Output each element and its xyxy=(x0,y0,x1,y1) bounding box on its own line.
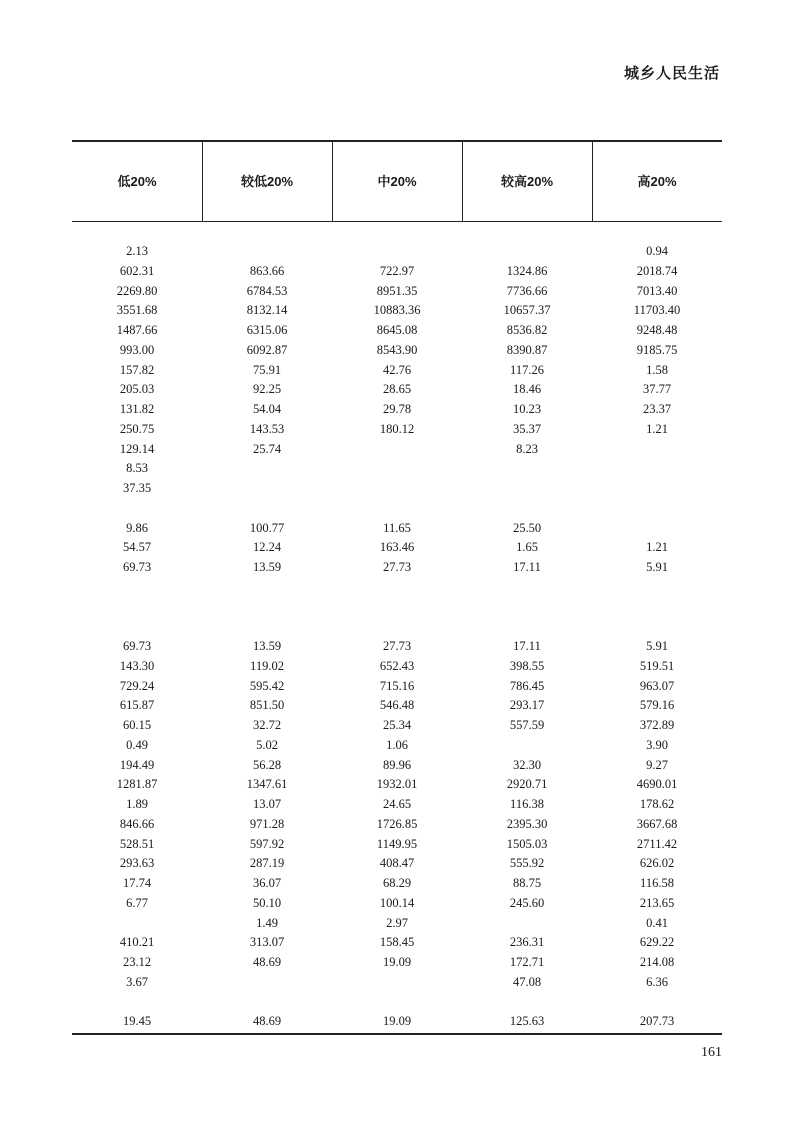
table-cell: 9.86 xyxy=(126,520,148,535)
table-cell: 313.07 xyxy=(249,935,285,950)
table-cell: 3.67 xyxy=(126,974,148,989)
table-cell xyxy=(72,499,202,519)
table-cell: 8132.14 xyxy=(246,303,288,318)
table-cell xyxy=(592,993,722,1013)
table-cell: 125.63 xyxy=(509,1014,545,1029)
table-cell: 172.71 xyxy=(509,955,545,969)
table-cell: 27.73 xyxy=(382,560,412,574)
table-cell: 56.28 xyxy=(252,757,282,772)
table-cell: 555.92 xyxy=(509,856,545,871)
table-cell: 6784.53 xyxy=(246,283,288,298)
table-cell: 19.09 xyxy=(382,1014,412,1029)
table-cell: 236.31 xyxy=(509,935,545,950)
column-header-middle: 中20% xyxy=(377,174,417,189)
table-cell: 117.26 xyxy=(510,362,544,377)
table-cell: 47.08 xyxy=(512,974,542,989)
table-cell: 32.30 xyxy=(512,757,542,772)
table-cell: 1149.95 xyxy=(376,836,418,851)
table-cell xyxy=(202,973,332,993)
running-head-title: 城乡人民生活 xyxy=(623,64,720,82)
table-row xyxy=(72,835,722,855)
table-cell: 116.58 xyxy=(640,876,674,890)
table-cell: 602.31 xyxy=(119,263,155,278)
table-row xyxy=(72,716,722,736)
table-cell xyxy=(592,440,722,460)
table-cell: 2920.71 xyxy=(506,777,548,792)
table-cell xyxy=(592,459,722,479)
table-cell xyxy=(72,598,202,618)
table-cell xyxy=(332,578,462,598)
table-cell: 12.24 xyxy=(252,540,282,555)
table-cell xyxy=(332,598,462,618)
table-cell: 971.28 xyxy=(249,816,285,831)
table-cell: 1932.01 xyxy=(376,777,418,792)
table-cell: 42.76 xyxy=(382,362,412,377)
table-cell xyxy=(332,479,462,499)
table-cell: 194.49 xyxy=(119,757,155,772)
table-cell: 11.65 xyxy=(383,520,411,535)
table-cell: 27.73 xyxy=(382,639,412,653)
table-cell: 2711.42 xyxy=(636,836,678,851)
table-cell: 8645.08 xyxy=(376,323,418,337)
table-cell: 7736.66 xyxy=(506,283,548,298)
table-cell: 205.03 xyxy=(119,382,155,397)
table-cell: 615.87 xyxy=(119,698,155,713)
table-row xyxy=(72,361,722,381)
table-cell: 214.08 xyxy=(639,955,675,969)
table-cell xyxy=(462,479,592,499)
table-cell: 993.00 xyxy=(119,342,155,357)
table-row xyxy=(72,538,722,558)
table-cell: 1.89 xyxy=(126,797,148,811)
table-cell xyxy=(202,242,332,262)
table-cell xyxy=(202,499,332,519)
table-cell: 1.65 xyxy=(516,540,538,555)
table-cell: 48.69 xyxy=(252,1014,282,1029)
table-row xyxy=(72,341,722,361)
table-cell: 372.89 xyxy=(639,718,675,732)
table-cell xyxy=(202,459,332,479)
table-cell: 36.07 xyxy=(252,876,282,890)
table-bottom-rule xyxy=(72,1033,722,1035)
table-cell: 6092.87 xyxy=(246,342,288,357)
table-cell: 69.73 xyxy=(122,639,152,653)
table-cell: 5.91 xyxy=(646,560,668,574)
table-cell: 92.25 xyxy=(252,382,282,397)
table-cell: 10.23 xyxy=(512,402,542,416)
table-cell: 129.14 xyxy=(119,441,155,456)
table-cell: 37.35 xyxy=(122,481,152,495)
table-cell: 75.91 xyxy=(252,362,282,377)
table-cell xyxy=(72,993,202,1013)
table-cell: 9248.48 xyxy=(636,323,678,337)
table-cell: 207.73 xyxy=(639,1014,675,1029)
table-cell: 2.13 xyxy=(126,244,148,258)
table-cell: 9.27 xyxy=(646,757,668,772)
table-cell: 100.77 xyxy=(249,520,285,535)
table-cell: 2269.80 xyxy=(116,283,158,298)
table-row xyxy=(72,479,722,499)
table-cell xyxy=(462,459,592,479)
table-cell: 89.96 xyxy=(382,757,412,772)
table-row xyxy=(72,617,722,637)
table-cell: 8390.87 xyxy=(506,342,548,357)
table-cell: 398.55 xyxy=(509,658,545,673)
table-row xyxy=(72,519,722,539)
table-cell xyxy=(592,499,722,519)
table-cell xyxy=(462,598,592,618)
table-row xyxy=(72,1012,722,1032)
column-header-lower: 较低20% xyxy=(240,174,294,189)
table-cell: 0.41 xyxy=(646,915,668,930)
table-cell: 410.21 xyxy=(119,935,155,950)
table-cell: 13.59 xyxy=(252,639,282,653)
table-cell: 2395.30 xyxy=(506,816,548,831)
table-cell: 293.17 xyxy=(509,698,545,713)
table-cell xyxy=(202,617,332,637)
table-row xyxy=(72,301,722,321)
table-cell: 178.62 xyxy=(639,797,675,811)
table-cell: 60.15 xyxy=(122,718,152,732)
table-cell: 1487.66 xyxy=(116,323,158,337)
table-cell: 1.21 xyxy=(646,540,668,555)
column-header-highest: 高20% xyxy=(637,174,677,189)
table-cell: 626.02 xyxy=(639,856,675,871)
table-cell: 24.65 xyxy=(382,797,412,811)
table-cell: 1281.87 xyxy=(116,777,158,792)
table-cell: 158.45 xyxy=(379,935,415,950)
table-cell: 131.82 xyxy=(119,402,155,416)
table-cell: 557.59 xyxy=(509,718,545,732)
table-row xyxy=(72,499,722,519)
table-cell xyxy=(332,499,462,519)
table-cell xyxy=(462,242,592,262)
table-cell: 9185.75 xyxy=(636,342,678,357)
table-cell xyxy=(202,479,332,499)
table-cell: 2.97 xyxy=(386,915,408,930)
table-row xyxy=(72,894,722,914)
table-row xyxy=(72,440,722,460)
table-cell: 32.72 xyxy=(252,718,282,732)
table-row xyxy=(72,242,722,262)
table-cell: 13.59 xyxy=(252,560,282,574)
table-row xyxy=(72,736,722,756)
table-cell: 10883.36 xyxy=(373,303,421,318)
table-cell: 163.46 xyxy=(379,540,415,555)
table-cell: 1.06 xyxy=(386,737,408,752)
table-cell: 250.75 xyxy=(119,421,155,436)
table-cell: 1505.03 xyxy=(506,836,548,851)
column-header-higher: 较高20% xyxy=(500,174,554,189)
table-cell: 54.04 xyxy=(252,402,282,416)
table-cell: 293.63 xyxy=(119,856,155,871)
table-cell: 1347.61 xyxy=(246,777,288,792)
table-cell: 18.46 xyxy=(512,382,542,397)
table-cell: 8.23 xyxy=(516,441,538,456)
table-cell xyxy=(462,578,592,598)
table-cell: 4690.01 xyxy=(636,777,678,792)
table-cell: 10657.37 xyxy=(503,303,551,318)
table-row xyxy=(72,696,722,716)
table-cell: 528.51 xyxy=(119,836,155,851)
table-cell: 157.82 xyxy=(119,362,155,377)
table-cell: 3551.68 xyxy=(116,303,158,318)
table-row xyxy=(72,756,722,776)
table-cell xyxy=(332,993,462,1013)
table-cell xyxy=(462,993,592,1013)
table-cell: 0.49 xyxy=(126,737,148,752)
table-cell: 5.91 xyxy=(646,639,668,653)
table-cell: 408.47 xyxy=(379,856,415,871)
table-row xyxy=(72,262,722,282)
table-cell: 629.22 xyxy=(639,935,675,950)
table-row xyxy=(72,677,722,697)
column-header-lowest: 低20% xyxy=(117,174,157,189)
table-cell xyxy=(72,914,202,934)
table-cell: 851.50 xyxy=(249,698,285,713)
table-row xyxy=(72,933,722,953)
table-cell xyxy=(592,598,722,618)
table-cell: 5.02 xyxy=(256,737,278,752)
table-cell xyxy=(202,993,332,1013)
table-cell xyxy=(592,617,722,637)
table-cell xyxy=(332,617,462,637)
table-cell: 37.77 xyxy=(642,382,672,397)
table-row xyxy=(72,558,722,578)
table-cell: 652.43 xyxy=(379,658,415,673)
table-cell: 579.16 xyxy=(639,698,675,713)
table-body xyxy=(72,242,722,1032)
table-row xyxy=(72,854,722,874)
table-row xyxy=(72,578,722,598)
table-cell: 143.53 xyxy=(249,421,285,436)
table-cell: 7013.40 xyxy=(636,283,678,298)
table-cell xyxy=(592,479,722,499)
table-cell: 8.53 xyxy=(126,461,148,476)
table-cell: 519.51 xyxy=(639,658,675,673)
table-cell xyxy=(202,598,332,618)
table-cell: 25.34 xyxy=(382,718,412,732)
table-cell: 25.74 xyxy=(252,441,282,456)
table-cell: 35.37 xyxy=(512,421,542,436)
table-cell: 11703.40 xyxy=(633,303,681,318)
table-cell: 245.60 xyxy=(509,895,545,910)
table-cell: 50.10 xyxy=(252,895,282,910)
table-cell xyxy=(202,578,332,598)
table-cell: 6315.06 xyxy=(246,323,288,337)
table-cell: 1.49 xyxy=(256,915,278,930)
table-row xyxy=(72,953,722,973)
table-cell: 1.21 xyxy=(646,421,668,436)
table-cell: 597.92 xyxy=(249,836,285,851)
table-cell: 13.07 xyxy=(252,797,282,811)
table-cell: 1726.85 xyxy=(376,816,418,831)
table-cell: 2018.74 xyxy=(636,263,678,278)
table-cell: 17.11 xyxy=(513,560,541,574)
table-cell xyxy=(332,459,462,479)
table-row xyxy=(72,400,722,420)
table-cell: 213.65 xyxy=(639,895,675,910)
table-cell: 23.12 xyxy=(122,955,152,969)
table-cell: 722.97 xyxy=(379,263,415,278)
table-cell: 19.09 xyxy=(382,955,412,969)
table-cell: 3.90 xyxy=(646,737,668,752)
table-cell: 29.78 xyxy=(382,402,412,416)
table-cell: 1.58 xyxy=(646,362,668,377)
table-row xyxy=(72,637,722,657)
table-cell xyxy=(72,578,202,598)
table-cell: 8951.35 xyxy=(376,283,418,298)
table-cell: 69.73 xyxy=(122,560,152,574)
table-row xyxy=(72,914,722,934)
table-cell: 25.50 xyxy=(512,520,542,535)
table-cell: 54.57 xyxy=(122,540,152,555)
table-cell xyxy=(72,617,202,637)
table-cell: 786.45 xyxy=(509,678,545,693)
table-row xyxy=(72,321,722,341)
table-row xyxy=(72,657,722,677)
table-cell: 715.16 xyxy=(379,678,415,693)
table-cell xyxy=(332,440,462,460)
table-cell: 846.66 xyxy=(119,816,155,831)
table-row xyxy=(72,874,722,894)
table-cell: 963.07 xyxy=(639,678,675,693)
table-cell: 68.29 xyxy=(382,876,412,890)
table-cell xyxy=(462,914,592,934)
table-cell xyxy=(592,578,722,598)
table-row xyxy=(72,420,722,440)
table-cell: 595.42 xyxy=(249,678,285,693)
table-cell xyxy=(462,617,592,637)
table-cell xyxy=(592,519,722,539)
table-cell: 3667.68 xyxy=(636,816,678,831)
table-row xyxy=(72,973,722,993)
table-cell: 0.94 xyxy=(646,244,668,258)
table-cell: 48.69 xyxy=(252,955,282,969)
table-cell xyxy=(462,499,592,519)
page-number: 161 xyxy=(701,1045,722,1060)
table-cell: 546.48 xyxy=(379,698,415,713)
table-row xyxy=(72,282,722,302)
table-cell: 119.02 xyxy=(250,658,284,673)
table-cell: 180.12 xyxy=(379,421,415,436)
table-cell: 6.36 xyxy=(646,974,668,989)
table-cell: 28.65 xyxy=(382,382,412,397)
table-row xyxy=(72,795,722,815)
table-cell xyxy=(332,242,462,262)
table-cell xyxy=(462,736,592,756)
table-row xyxy=(72,815,722,835)
table-cell: 100.14 xyxy=(379,895,415,910)
table-cell: 17.74 xyxy=(122,876,152,890)
table-row xyxy=(72,380,722,400)
table-header-row xyxy=(72,140,722,221)
table-cell: 863.66 xyxy=(249,263,285,278)
table-cell: 6.77 xyxy=(126,895,148,910)
table-header-rule xyxy=(72,221,722,222)
table-cell: 116.38 xyxy=(510,797,544,811)
table-cell: 729.24 xyxy=(119,678,155,693)
table-cell: 88.75 xyxy=(512,876,542,890)
table-row xyxy=(72,459,722,479)
table-row xyxy=(72,598,722,618)
table-cell: 1324.86 xyxy=(506,263,548,278)
table-cell: 287.19 xyxy=(249,856,285,871)
table-cell xyxy=(332,973,462,993)
table-cell: 17.11 xyxy=(513,639,541,653)
table-cell: 8543.90 xyxy=(376,342,418,357)
table-cell: 23.37 xyxy=(642,402,672,416)
table-cell: 19.45 xyxy=(122,1014,152,1029)
table-row xyxy=(72,775,722,795)
table-cell: 143.30 xyxy=(119,658,155,673)
table-row xyxy=(72,993,722,1013)
table-cell: 8536.82 xyxy=(506,323,548,337)
